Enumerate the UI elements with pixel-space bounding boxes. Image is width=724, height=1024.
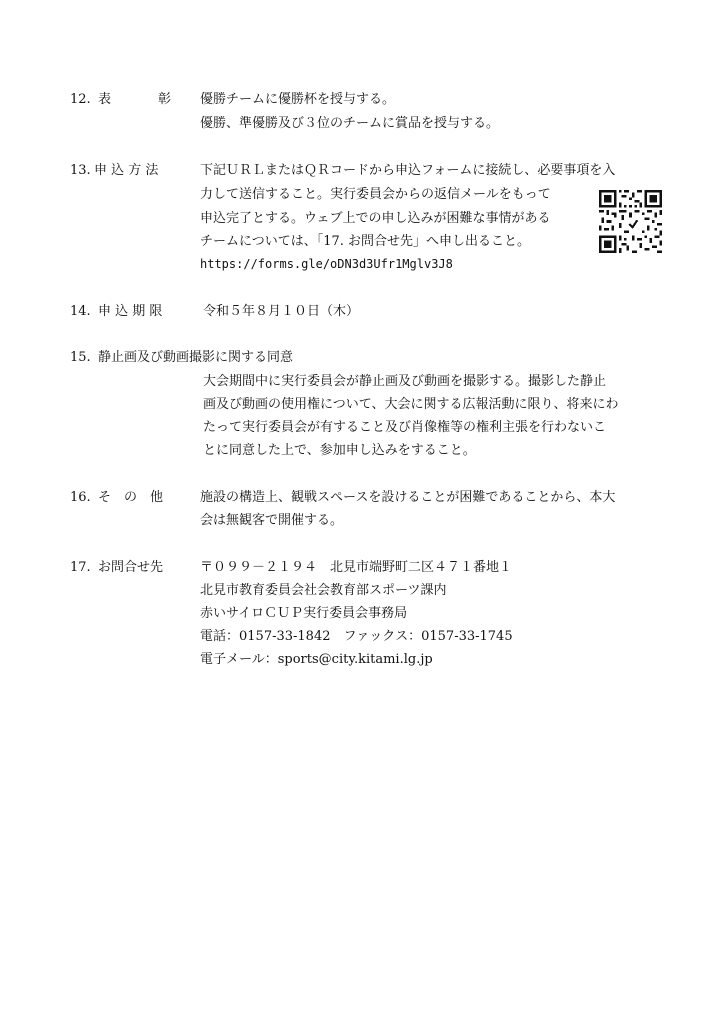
section-15-line-2: 画及び動画の使用権について、大会に関する広報活動に限り、将来にわ [203,397,619,412]
section-15-title: 静止画及び動画撮影に関する同意 [98,350,294,365]
section-13-number: 13. [70,163,91,178]
contact-department: 北見市教育委員会社会教育部スポーツ課内 [200,583,447,598]
application-form-url[interactable]: https://forms.gle/oDN3d3Ufr1Mglv3J8 [200,257,453,271]
section-17-number: 17. [70,560,91,575]
section-15-line-1: 大会期間中に実行委員会が静止画及び動画を撮影する。撮影した静止 [203,374,607,389]
section-13-line-3: 申込完了とする。ウェブ上での申し込みが困難な事情がある [200,211,551,226]
section-15-line-4: とに同意した上で、参加申し込みをすること。 [203,443,476,458]
section-13-line-2: 力して送信すること。実行委員会からの返信メールをもって [200,187,551,202]
section-12-line-2: 優勝、準優勝及び３位のチームに賞品を授与する。 [200,116,500,131]
section-13-line-4: チームについては、「17. お問合せ先」へ申し出ること。 [200,234,531,249]
contact-address: 〒０９９－２１９４ 北見市端野町二区４７１番地１ [200,560,513,575]
contact-email[interactable]: 電子メール：sports@city.kitami.lg.jp [200,652,433,667]
section-16-line-1: 施設の構造上、観戦スペースを設けることが困難であることから、本大 [200,490,616,505]
section-17-label: お問合せ先 [98,560,164,575]
contact-phone-fax: 電話：0157-33-1842 ファックス：0157-33-1745 [200,629,513,644]
section-14-number: 14. [70,304,91,319]
section-16-number: 16. [70,490,91,505]
section-12-label-first: 表 [98,92,112,107]
section-14-label: 申 込 期 限 [98,304,163,319]
section-13-line-1: 下記ＵＲＬまたはＱＲコードから申込フォームに接続し、必要事項を入 [200,163,616,178]
contact-office: 赤いサイロＣＵＰ実行委員会事務局 [200,606,408,621]
section-15-line-3: たって実行委員会が有すること及び肖像権等の権利主張を行わないこ [203,420,607,435]
section-15-number: 15. [70,350,91,365]
section-13-label: 申 込 方 法 [94,163,159,178]
section-12-label-second: 彰 [158,92,172,107]
qr-code-icon[interactable] [599,190,662,253]
section-16-label: そ の 他 [98,490,164,505]
section-12-line-1: 優勝チームに優勝杯を授与する。 [200,92,396,107]
section-12-number: 12. [70,92,91,107]
section-16-line-2: 会は無観客で開催する。 [200,513,344,528]
application-deadline: 令和５年８月１０日（木） [203,304,360,319]
